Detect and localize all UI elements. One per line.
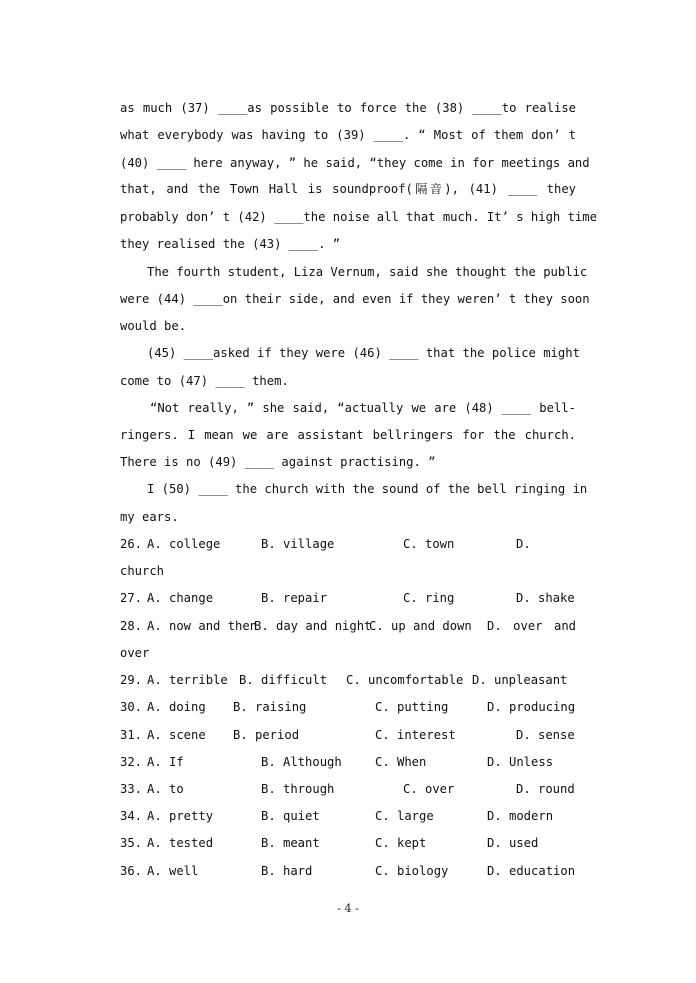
option-c: C. ring: [403, 591, 455, 605]
passage-line: There is no (49) ____ against practising. ”: [120, 455, 436, 469]
question-number: 29.: [120, 673, 143, 687]
question-number: 32.: [120, 755, 143, 769]
option-d: D. modern: [487, 809, 554, 823]
option-d-wrap: over: [120, 646, 150, 660]
option-a: A. well: [147, 864, 199, 878]
question-number: 35.: [120, 836, 143, 850]
question-number: 33.: [120, 782, 143, 796]
option-b: B. repair: [261, 591, 328, 605]
option-a: A. pretty: [147, 809, 214, 823]
option-b: B. village: [261, 537, 335, 551]
option-c: C. putting: [375, 700, 449, 714]
option-c: C. large: [375, 809, 434, 823]
question-number: 28.: [120, 619, 143, 633]
option-d: D. used: [487, 836, 539, 850]
option-c: C. town: [403, 537, 455, 551]
option-b: B. through: [261, 782, 335, 796]
passage-line: they realised the (43) ____. ”: [120, 237, 341, 251]
option-d: D. round: [516, 782, 575, 796]
option-b: B. difficult: [239, 673, 328, 687]
option-b: B. Although: [261, 755, 342, 769]
option-a: A. tested: [147, 836, 214, 850]
question-number: 34.: [120, 809, 143, 823]
option-c: C. kept: [375, 836, 427, 850]
option-a: A. now and then: [147, 619, 258, 633]
option-c: C. over: [403, 782, 455, 796]
option-c: C. up and down: [369, 619, 472, 633]
option-a: A. terrible: [147, 673, 228, 687]
option-d: D. over and: [487, 619, 576, 633]
passage-line: ringers. I mean we are assistant bellringers for the church.: [120, 428, 576, 442]
passage-line: that, and the Town Hall is soundproof(隔音), (41) ____ they: [120, 182, 576, 196]
passage-line: “Not really, ” she said, “actually we are (48) ____ bell-: [150, 401, 576, 415]
question-number: 26.: [120, 537, 143, 551]
passage-line: (40) ____ here anyway, ” he said, “they come in for meetings and: [120, 156, 590, 170]
option-c: C. biology: [375, 864, 449, 878]
passage-line: my ears.: [120, 510, 179, 524]
option-a: A. to: [147, 782, 184, 796]
passage-line: come to (47) ____ them.: [120, 374, 289, 388]
passage-line: probably don’ t (42) ____the noise all that much. It’ s high time: [120, 210, 597, 224]
question-number: 36.: [120, 864, 143, 878]
option-b: B. period: [233, 728, 300, 742]
passage-line: as much (37) ____as possible to force the (38) ____to realise: [120, 101, 576, 115]
passage-line: were (44) ____on their side, and even if they weren’ t they soon: [120, 292, 590, 306]
passage-line: (45) ____asked if they were (46) ____ that the police might: [147, 346, 580, 360]
page-number: - 4 -: [337, 902, 359, 915]
option-a: A. college: [147, 537, 221, 551]
option-d: D. producing: [487, 700, 576, 714]
option-c: C. interest: [375, 728, 456, 742]
question-number: 31.: [120, 728, 143, 742]
option-d: D. sense: [516, 728, 575, 742]
option-c: C. uncomfortable: [346, 673, 464, 687]
option-b: B. day and night: [254, 619, 372, 633]
question-number: 27.: [120, 591, 143, 605]
option-d: D.: [516, 537, 531, 551]
option-a: A. scene: [147, 728, 206, 742]
option-b: B. raising: [233, 700, 307, 714]
option-d: D. Unless: [487, 755, 554, 769]
option-d: D. education: [487, 864, 576, 878]
option-a: A. If: [147, 755, 184, 769]
option-a: A. doing: [147, 700, 206, 714]
option-a: A. change: [147, 591, 214, 605]
option-d: D. shake: [516, 591, 575, 605]
passage-line: I (50) ____ the church with the sound of the bell ringing in: [147, 482, 588, 496]
option-b: B. quiet: [261, 809, 320, 823]
question-number: 30.: [120, 700, 143, 714]
option-d: D. unpleasant: [472, 673, 568, 687]
option-b: B. hard: [261, 864, 313, 878]
option-b: B. meant: [261, 836, 320, 850]
passage-line: The fourth student, Liza Vernum, said she thought the public: [147, 265, 588, 279]
passage-line: what everybody was having to (39) ____. “ Most of them don’ t: [120, 128, 576, 142]
option-d-wrap: church: [120, 564, 165, 578]
passage-line: would be.: [120, 319, 187, 333]
option-c: C. When: [375, 755, 427, 769]
